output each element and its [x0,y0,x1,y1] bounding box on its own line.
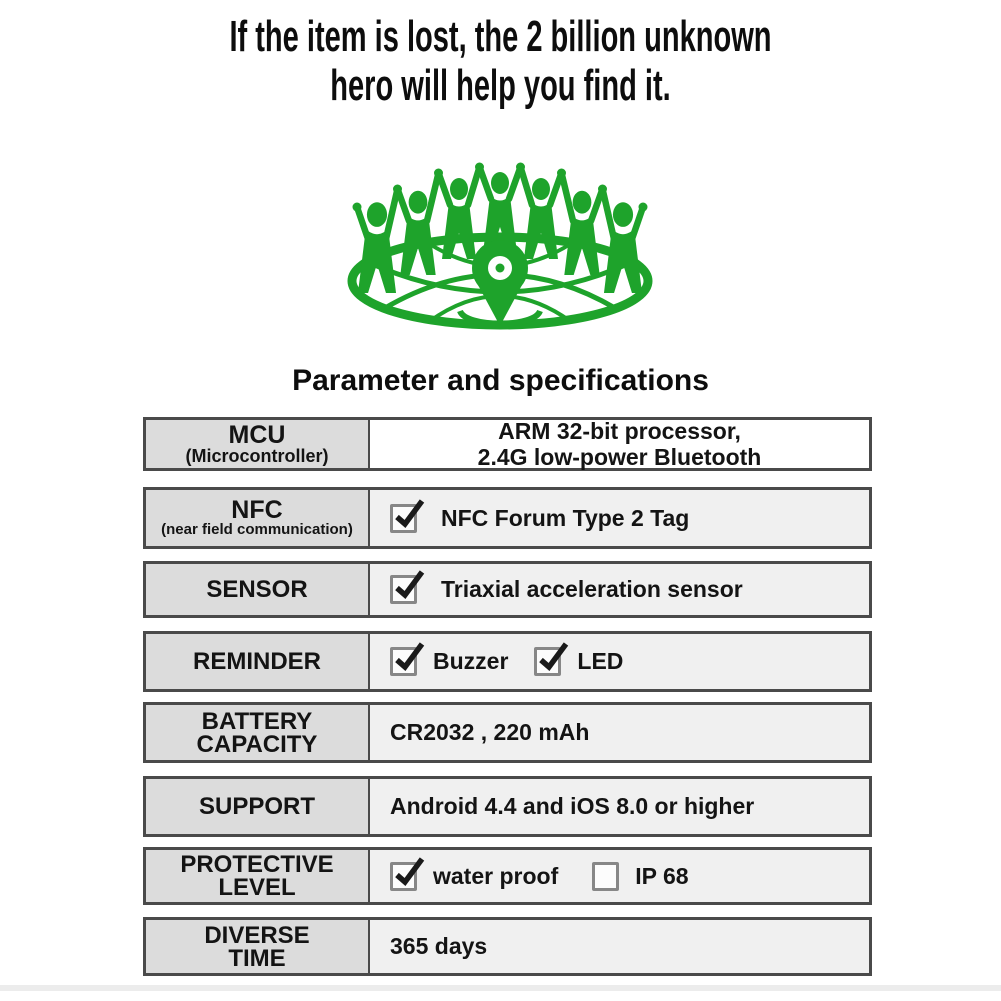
spec-row-protective [143,847,872,905]
value-text: NFC Forum Type 2 Tag [441,504,690,531]
spec-row-reminder [143,631,872,692]
row-label-text: MCU [228,420,286,449]
row-label-text: NFC [231,496,283,524]
spec-row-battery [143,702,872,763]
checked-checkbox-icon [390,862,417,891]
location-pin-icon [472,240,528,326]
value-text: CR2032 , 220 mAh [390,719,590,745]
spec-row-sensor [143,561,872,618]
row-sublabel-text: (Microcontroller) [185,445,329,466]
row-value [370,920,869,973]
row-label [146,490,370,546]
people-globe-pin-graphic [340,143,660,343]
row-label-text: SUPPORT [198,793,315,820]
spec-row-support [143,776,872,837]
row-label [146,420,370,468]
spec-row-diverse-time [143,917,872,976]
row-label-line-1: BATTERY [201,707,313,735]
row-value [370,850,869,902]
row-label-line-2: LEVEL [218,874,296,901]
value-text: Buzzer [433,648,509,674]
row-label [146,779,370,834]
row-label-text: SENSOR [206,576,308,603]
value-text: IP 68 [635,862,689,889]
row-label-line-1: DIVERSE [204,921,310,949]
main-heading [0,12,1001,110]
value-text: Triaxial acceleration sensor [441,576,743,602]
checked-checkbox-icon [390,575,417,604]
section-title: Parameter and specifications [292,364,709,397]
heading-line-2: hero will help you find it. [330,61,671,110]
row-label [146,920,370,973]
unchecked-checkbox-icon [592,862,619,891]
checked-checkbox-icon [534,647,561,676]
row-sublabel-text: (near field communication) [161,521,353,538]
spec-row-nfc [143,487,872,549]
row-label [146,705,370,760]
row-label-line-1: PROTECTIVE [180,851,334,878]
value-text: Android 4.4 and iOS 8.0 or higher [390,793,755,819]
value-line-2: 2.4G low-power Bluetooth [477,444,762,470]
row-value [370,634,869,689]
row-label-line-2: TIME [228,944,286,972]
row-label-line-2: CAPACITY [196,730,318,758]
checked-checkbox-icon [390,504,417,533]
spec-table [143,417,872,976]
row-value [370,490,869,546]
row-value [370,705,869,760]
checked-checkbox-icon [390,647,417,676]
row-value [370,779,869,834]
row-label [146,850,370,902]
people-location-illustration [340,143,660,343]
value-line-1: ARM 32-bit processor, [498,418,741,444]
row-label [146,634,370,689]
spec-row-mcu [143,417,872,471]
heading-line-1: If the item is lost, the 2 billion unknown [229,12,772,61]
image-bottom-edge [0,985,1001,991]
row-value [370,420,869,468]
row-value [370,564,869,615]
value-text: 365 days [390,933,488,959]
row-label-text: REMINDER [192,648,321,675]
value-text: water proof [433,862,559,889]
row-label [146,564,370,615]
value-text: LED [577,648,624,674]
